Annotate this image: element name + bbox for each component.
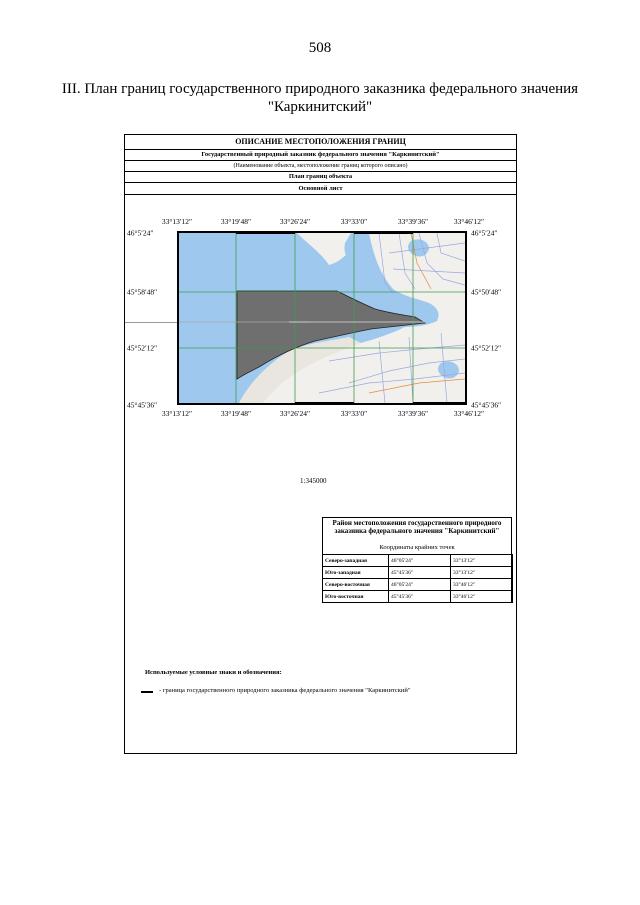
extreme-points-table (322, 554, 513, 603)
left-latitude-label: 45°45′36″ (127, 400, 158, 410)
point-longitude: 33°46′12″ (451, 579, 513, 591)
point-latitude: 45°45′36″ (389, 567, 451, 579)
map-graphic (179, 233, 465, 403)
main-sheet-heading: Основной лист (125, 183, 516, 195)
point-latitude: 46°05′24″ (389, 579, 451, 591)
right-latitude-label: 45°52′12″ (471, 343, 502, 353)
left-latitude-label: 45°52′12″ (127, 343, 158, 353)
plan-heading: План границ объекта (125, 172, 516, 183)
legend-heading: Используемые условные знаки и обозначения: (145, 669, 282, 676)
top-longitude-label: 33°33′0″ (340, 217, 368, 226)
boundary-map (177, 231, 467, 405)
document-title: III. План границ государственного природного заказника федерального значения "Каркинитский" (61, 81, 579, 115)
point-name: Юго-восточная (323, 591, 389, 603)
top-longitude-label: 33°19′48″ (220, 217, 252, 226)
top-longitude-label: 33°46′12″ (453, 217, 485, 226)
point-latitude: 46°05′24″ (389, 555, 451, 567)
top-longitude-label: 33°13′12″ (161, 217, 193, 226)
object-name-caption: (Наименование объекта, местоположение границ которого описано) (125, 161, 516, 172)
point-latitude: 45°45′36″ (389, 591, 451, 603)
table-row (323, 567, 513, 579)
table-row (323, 591, 513, 603)
bottom-longitude-label: 33°46′12″ (453, 409, 485, 418)
point-longitude: 33°46′12″ (451, 591, 513, 603)
right-latitude-label: 45°45′36″ (471, 400, 502, 410)
right-latitude-label: 46°5′24″ (471, 228, 498, 238)
top-longitude-label: 33°39′36″ (397, 217, 429, 226)
top-longitude-label: 33°26′24″ (279, 217, 311, 226)
map-scale: 1:345000 (300, 477, 327, 485)
map-extension-line (125, 322, 177, 323)
boundary-line-symbol (141, 691, 153, 693)
point-longitude: 33°13′12″ (451, 555, 513, 567)
bottom-longitude-label: 33°13′12″ (161, 409, 193, 418)
point-name: Северо-западная (323, 555, 389, 567)
extreme-points-subtitle: Координаты крайних точек (379, 544, 455, 551)
bottom-longitude-label: 33°26′24″ (279, 409, 311, 418)
table-row (323, 579, 513, 591)
boundary-description-sheet (124, 134, 517, 754)
extreme-points-box (322, 517, 512, 603)
bottom-longitude-label: 33°33′0″ (340, 409, 368, 418)
point-name: Северо-восточная (323, 579, 389, 591)
left-latitude-label: 45°58′48″ (127, 287, 158, 297)
table-row (323, 555, 513, 567)
extreme-points-title: Район местоположения государственного природного заказника федерального значения "Каркинитский" (332, 519, 502, 535)
left-latitude-label: 46°5′24″ (127, 228, 154, 238)
point-longitude: 33°13′12″ (451, 567, 513, 579)
legend-item-text: - граница государственного природного заказника федерального значения "Каркинитский" (159, 687, 411, 694)
sheet-heading: ОПИСАНИЕ МЕСТОПОЛОЖЕНИЯ ГРАНИЦ (125, 135, 516, 150)
bottom-longitude-label: 33°39′36″ (397, 409, 429, 418)
bottom-longitude-label: 33°19′48″ (220, 409, 252, 418)
object-name: Государственный природный заказник федерального значения "Каркинитский" (125, 150, 516, 161)
page-number: 508 (308, 40, 332, 56)
point-name: Юго-западная (323, 567, 389, 579)
right-latitude-label: 45°50′48″ (471, 287, 502, 297)
